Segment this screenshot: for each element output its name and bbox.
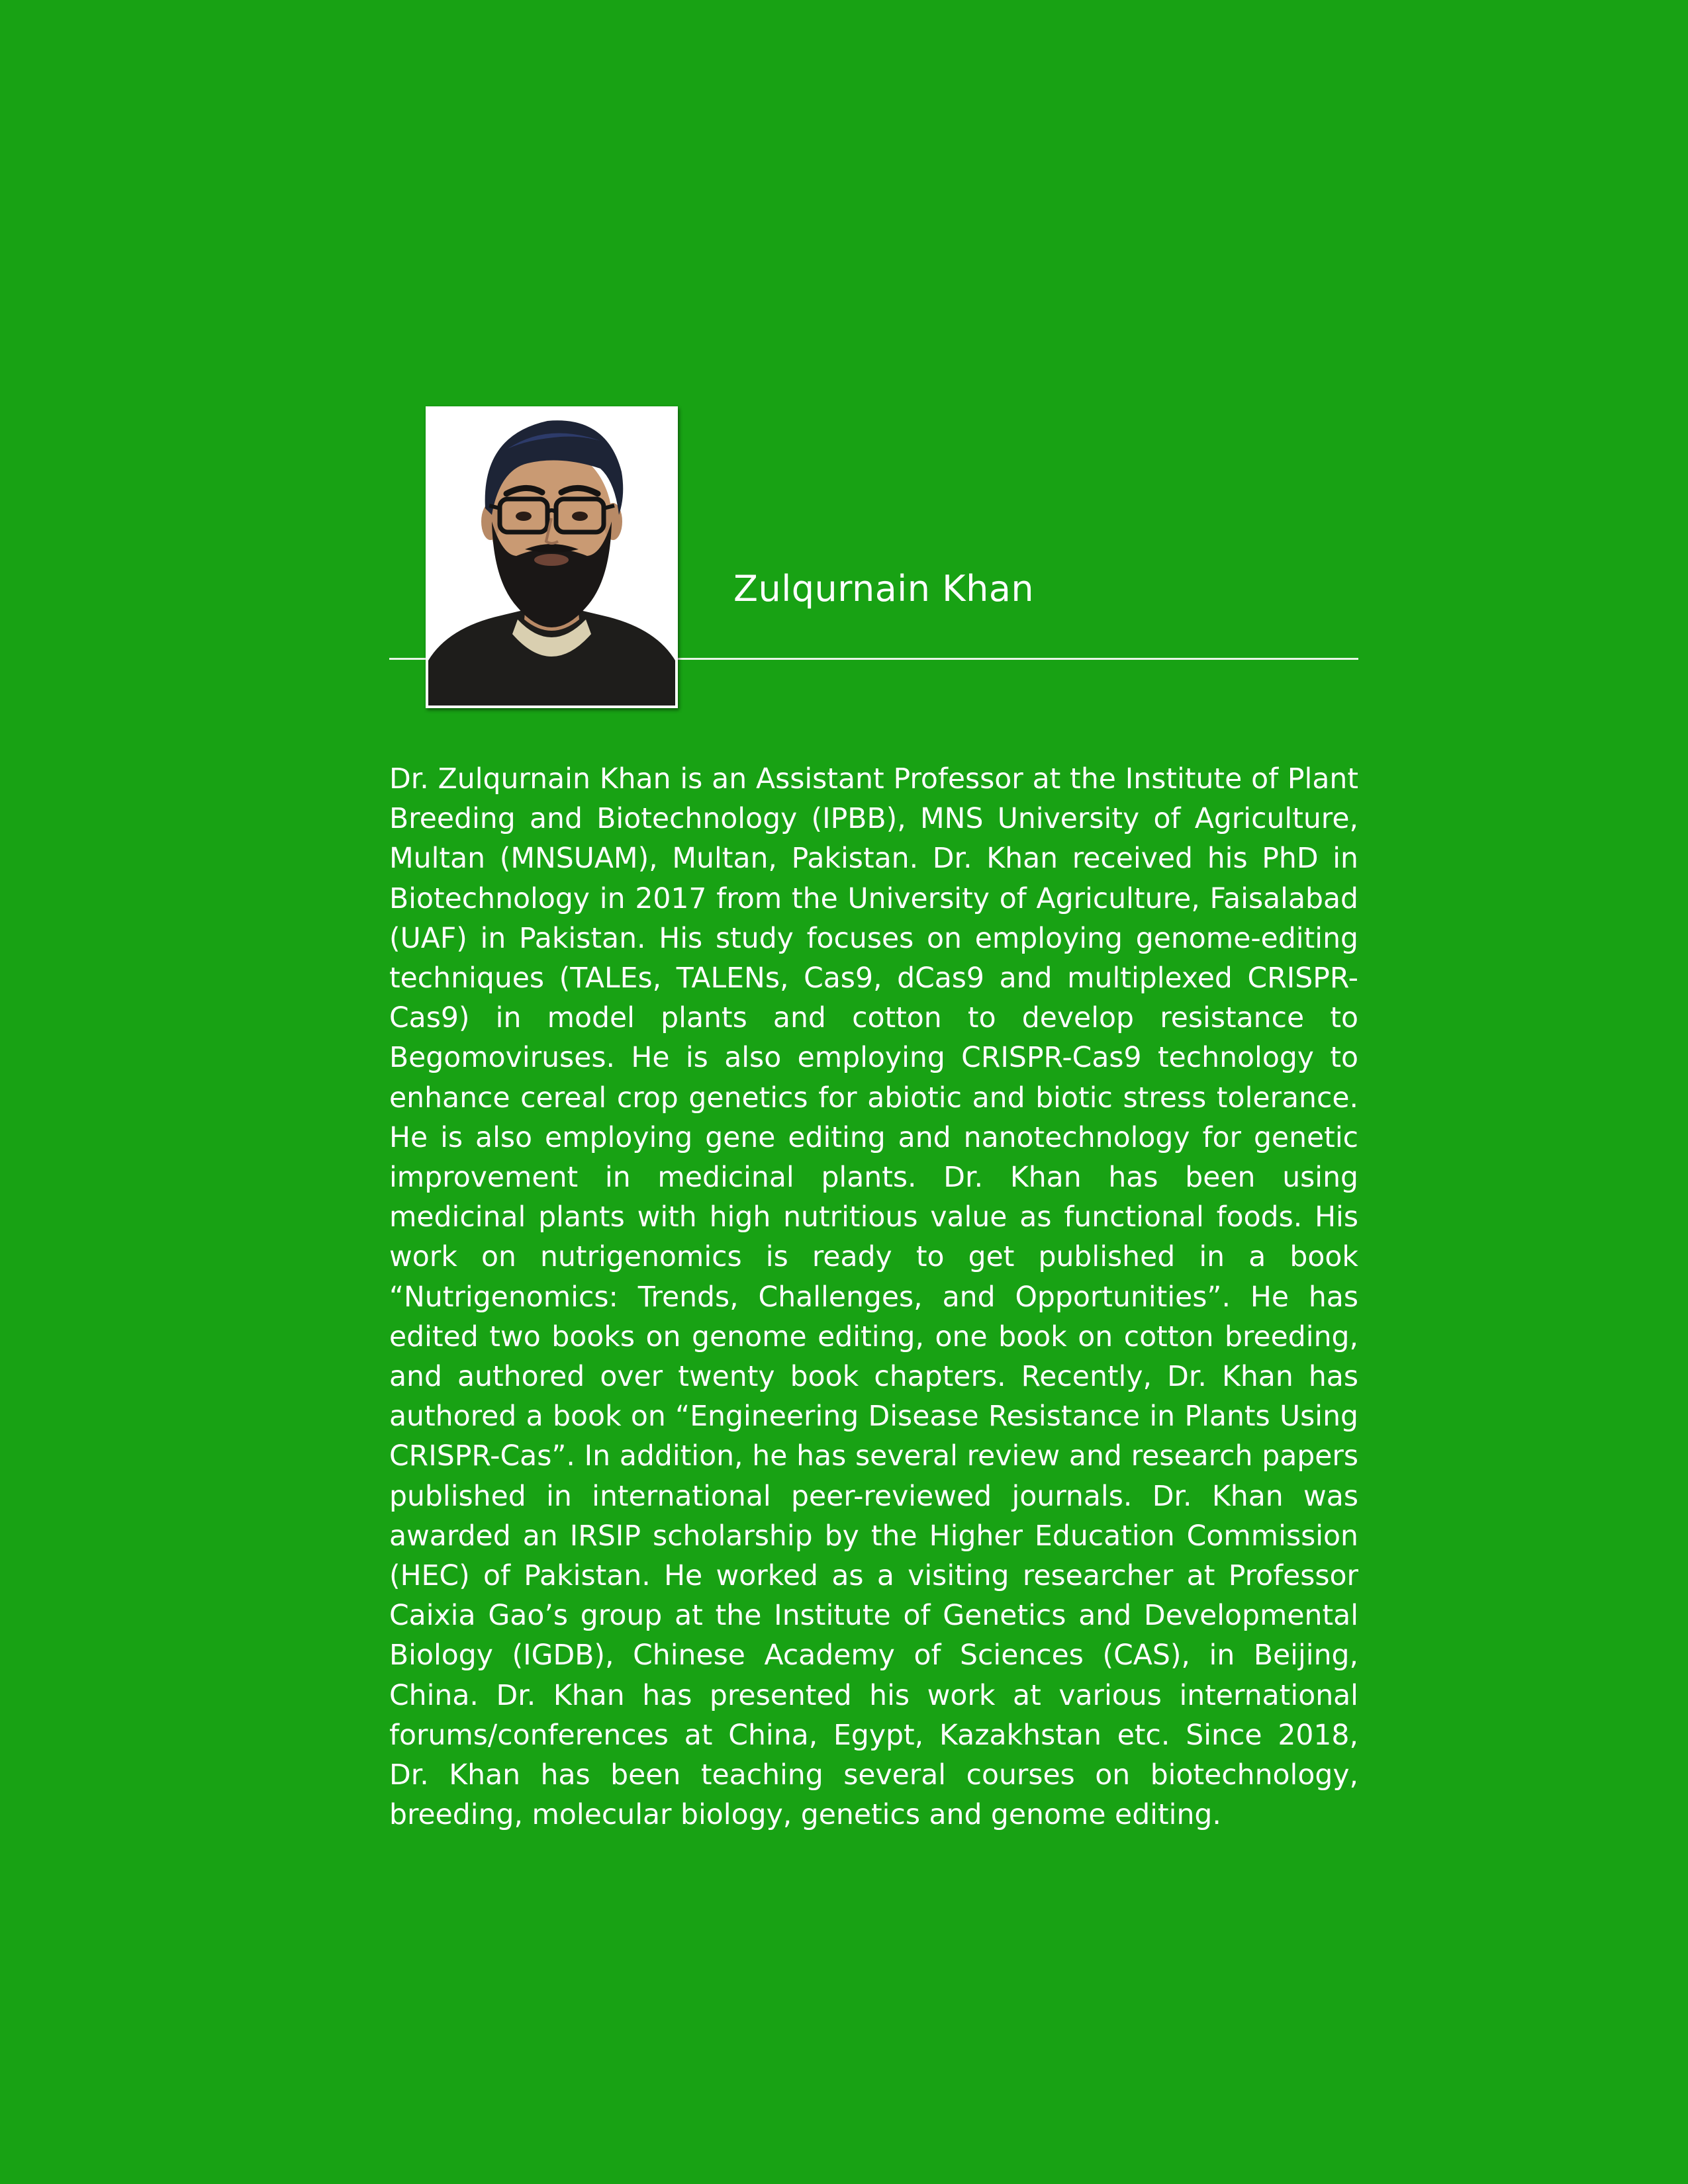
author-name: Zulqurnain Khan xyxy=(733,568,1035,610)
author-portrait-icon xyxy=(428,409,675,705)
author-biography: Dr. Zulqurnain Khan is an Assistant Professor at the Institute of Plant Breeding and Biotechnology (IPBB), MNS University of Agriculture, Multan (MNSUAM), Multan, Pakistan. Dr. Khan received his PhD in Biotechnology in 2017 from the University of Agriculture, Faisalabad (UAF) in Pakistan. His study focuses on employing genome-editing techniques (TALEs, TALENs, Cas9, dCas9 and multiplexed CRISPR-Cas9) in model plants and cotton to develop resistance to Begomoviruses. He is also employing CRISPR-Cas9 technology to enhance cereal crop genetics for abiotic and biotic stress tolerance. He is also employing gene editing and nanotechnology for genetic improvement in medicinal plants. Dr. Khan has been using medicinal plants with high nutritious value as functional foods. His work on nutrigenomics is ready to get published in a book “Nutrigenomics: Trends, Challenges, and Opportunities”. He has edited two books on genome editing, one book on cotton breeding, and authored over twenty book chapters. Recently, Dr. Khan has authored a book on “Engineering Disease Resistance in Plants Using CRISPR-Cas”. In addition, he has several review and research papers published in international peer-reviewed journals. Dr. Khan was awarded an IRSIP scholarship by the Higher Education Commission (HEC) of Pakistan. He worked as a visiting researcher at Professor Caixia Gao’s group at the Institute of Genetics and Developmental Biology (IGDB), Chinese Academy of Sciences (CAS), in Beijing, China. Dr. Khan has presented his work at various international forums/conferences at China, Egypt, Kazakhstan etc. Since 2018, Dr. Khan has been teaching several courses on biotechnology, breeding, molecular biology, genetics and genome editing. xyxy=(389,763,1358,1832)
author-photo xyxy=(426,406,678,708)
